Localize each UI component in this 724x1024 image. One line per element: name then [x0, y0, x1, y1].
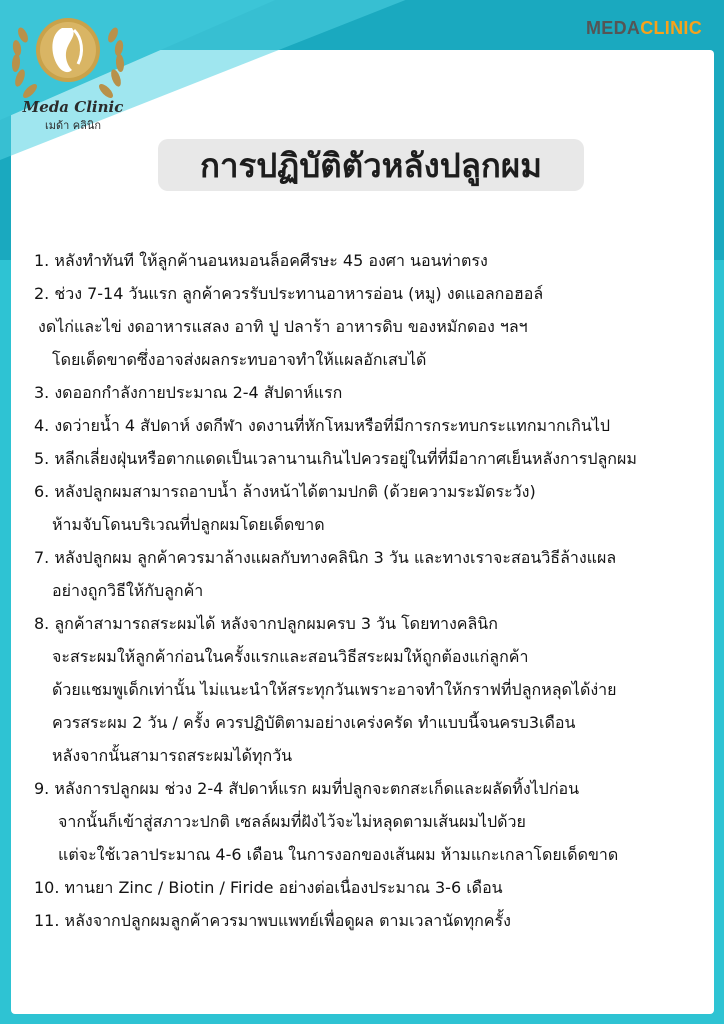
list-item-continuation: จะสระผมให้ลูกค้าก่อนในครั้งแรกและสอนวิธีสระผมให้ถูกต้องแก่ลูกค้า [52, 647, 529, 666]
list-item-continuation: งดไก่และไข่ งดอาหารแสลง อาทิ ปู ปลาร้า อาหารดิบ ของหมักดอง ฯลฯ [38, 317, 528, 336]
page-title: การปฏิบัติตัวหลังปลูกผม [199, 145, 542, 185]
list-item-continuation: โดยเด็ดขาดซึ่งอาจส่งผลกระทบอาจทำให้แผลอักเสบได้ [52, 350, 427, 369]
list-item: 4. งดว่ายน้ำ 4 สัปดาห์ งดกีฬา งดงานที่หักโหมหรือที่มีการกระทบกระแทกมากเกินไป [34, 416, 611, 435]
list-item: 9. หลังการปลูกผม ช่วง 2-4 สัปดาห์แรก ผมที่ปลูกจะตกสะเก็ดและผลัดทิ้งไปก่อน [34, 779, 580, 798]
list-item-continuation: ห้ามจับโดนบริเวณที่ปลูกผมโดยเด็ดขาด [52, 515, 325, 534]
list-item-continuation: ด้วยแชมพูเด็กเท่านั้น ไม่แนะนำให้สระทุกวันเพราะอาจทำให้กราฟที่ปลูกหลุดได้ง่าย [52, 680, 617, 699]
list-item: 2. ช่วง 7-14 วันแรก ลูกค้าควรรับประทานอาหารอ่อน (หมู) งดแอลกอฮอล์ [34, 284, 544, 303]
list-item: 11. หลังจากปลูกผมลูกค้าควรมาพบแพทย์เพื่อดูผล ตามเวลานัดทุกครั้ง [34, 911, 511, 930]
list-item-continuation: แต่จะใช้เวลาประมาณ 4-6 เดือน ในการงอกของเส้นผม ห้ามแกะเกลาโดยเด็ดขาด [58, 845, 619, 864]
list-item-continuation: ควรสระผม 2 วัน / ครั้ง ควรปฏิบัติตามอย่างเคร่งครัด ทำแบบนี้จนครบ3เดือน [52, 713, 576, 732]
brand-wordmark [586, 18, 702, 39]
list-item: 8. ลูกค้าสามารถสระผมได้ หลังจากปลูกผมครบ 3 วัน โดยทางคลินิก [34, 614, 498, 633]
logo-name: Meda Clinic [22, 98, 124, 116]
list-item: 10. ทานยา Zinc / Biotin / Firide อย่างต่อเนื่องประมาณ 3-6 เดือน [34, 878, 503, 897]
list-item: 6. หลังปลูกผมสามารถอาบน้ำ ล้างหน้าได้ตามปกติ (ด้วยความระมัดระวัง) [34, 482, 536, 501]
brand-part-2: CLINIC [640, 18, 702, 38]
list-item-continuation: อย่างถูกวิธีให้กับลูกค้า [52, 581, 204, 600]
list-item: 1. หลังทำทันที ให้ลูกค้านอนหมอนล็อคศีรษะ 45 องศา นอนท่าตรง [34, 251, 488, 270]
list-item-continuation: จากนั้นก็เข้าสู่สภาวะปกติ เซลล์ผมที่ฝังไว้จะไม่หลุดตามเส้นผมไปด้วย [58, 812, 526, 831]
brand-part-1: MEDA [586, 18, 641, 38]
list-item: 5. หลีกเลี่ยงฝุ่นหรือตากแดดเป็นเวลานานเกินไปควรอยู่ในที่ที่มีอากาศเย็นหลังการปลูกผม [34, 449, 637, 468]
logo-subtitle: เมด้า คลินิก [44, 119, 102, 132]
title-box [158, 139, 584, 191]
instruction-list [34, 244, 694, 937]
list-item: 3. งดออกกำลังกายประมาณ 2-4 สัปดาห์แรก [34, 383, 343, 402]
list-item-continuation: หลังจากนั้นสามารถสระผมได้ทุกวัน [52, 746, 293, 765]
list-item: 7. หลังปลูกผม ลูกค้าควรมาล้างแผลกับทางคลินิก 3 วัน และทางเราจะสอนวิธีล้างแผล [34, 548, 617, 567]
